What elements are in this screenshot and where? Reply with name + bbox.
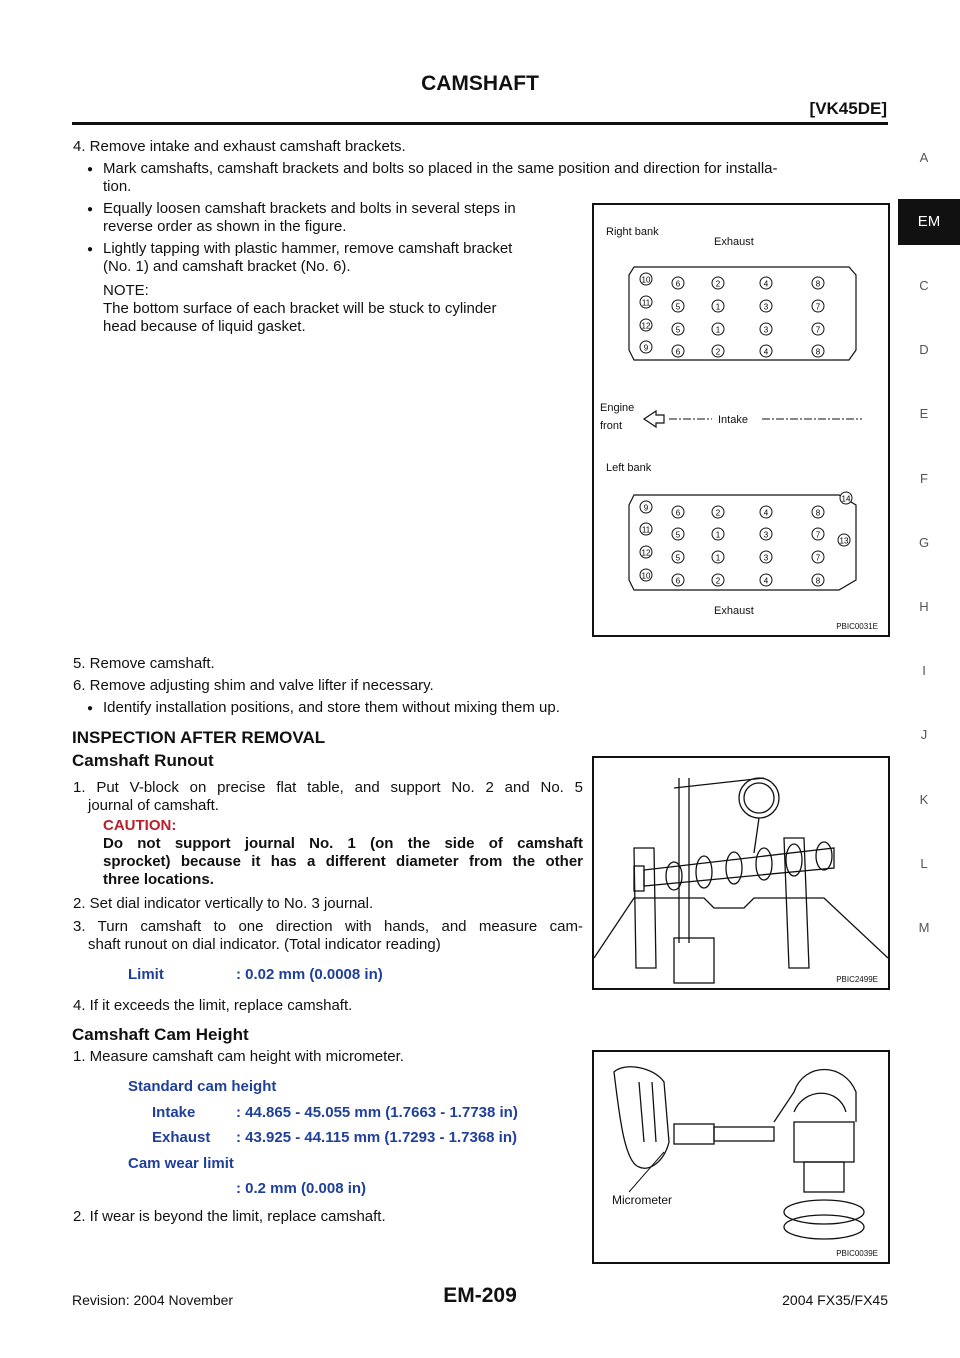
left-bank-bolt-number: 1 [715,553,721,563]
runout-heading: Camshaft Runout [72,751,214,770]
note-line-2: head because of liquid gasket. [103,318,306,335]
label-exhaust-top: Exhaust [714,236,754,248]
cam-height-step-1: 1. Measure camshaft cam height with micrometer. [73,1048,404,1065]
right-bank-bolt-number: 8 [815,347,821,357]
figure-code: PBIC2499E [836,975,878,984]
step-6: 6. Remove adjusting shim and valve lifter if necessary. [73,677,434,694]
page-number: EM-209 [443,1284,517,1307]
footer-model: 2004 FX35/FX45 [782,1292,888,1308]
left-bank-outer-bolt-number: 12 [641,548,651,558]
figure-code: PBIC0039E [836,1249,878,1258]
camshaft-flange [784,1200,864,1224]
left-bank-bolt-number: 7 [815,553,821,563]
cam-height-heading: Camshaft Cam Height [72,1025,249,1044]
left-bank-bolt-number: 1 [715,530,721,540]
side-letter-m[interactable]: M [918,920,930,935]
intake-value: : 44.865 - 45.055 mm (1.7663 - 1.7738 in) [236,1104,518,1121]
runout-step-1-cont: journal of camshaft. [88,797,219,814]
side-letter-j[interactable]: J [920,727,928,742]
footer-revision: Revision: 2004 November [72,1292,234,1308]
left-bank-bolt-number: 6 [675,508,681,518]
cam-height-step-2: 2. If wear is beyond the limit, replace camshaft. [73,1208,386,1225]
right-bank-outer-bolt-number: 12 [641,321,651,331]
intake-label: Intake [152,1104,196,1121]
bullet-mark: ● Mark camshafts, camshaft brackets and bolts so placed in the same position and direction for installa- [103,160,778,178]
runout-step-2: 2. Set dial indicator vertically to No. 3 journal. [73,895,374,912]
runout-step-4: 4. If it exceeds the limit, replace camshaft. [73,997,353,1014]
micrometer-illustration [594,1052,888,1262]
right-bank-bolt-number: 8 [815,279,821,289]
left-bank-bolt-number: 7 [815,530,821,540]
step-4: 4. Remove intake and exhaust camshaft brackets. [73,138,406,155]
page-title: CAMSHAFT [421,72,539,95]
left-bank-outer-bolt-number: 10 [641,571,651,581]
bullet-loosen-cont: reverse order as shown in the figure. [103,218,347,235]
side-tab-em[interactable]: EM [898,199,960,245]
right-bank-bolt-number: 5 [675,302,681,312]
right-bank-bolt-number: 1 [715,302,721,312]
wear-limit-value: : 0.2 mm (0.008 in) [236,1180,367,1197]
runout-step-3-cont: shaft runout on dial indicator. (Total indicator reading) [88,936,441,953]
front-arrow-icon [644,411,664,427]
bullet-identify: ● Identify installation positions, and store them without mixing them up. [103,699,560,717]
bullet-mark-cont: tion. [103,178,132,195]
side-letter-g[interactable]: G [918,535,930,550]
left-bank-outer-bolt-number: 13 [839,536,849,546]
camshaft-end [634,866,644,891]
left-bank-bolt-number: 2 [715,508,721,518]
left-bank-bolt-number: 4 [763,576,769,586]
side-letter-f[interactable]: F [920,471,928,486]
label-right-bank: Right bank [606,226,659,238]
note-line-1: The bottom surface of each bracket will be stuck to cylinder [103,300,497,317]
figure-runout [592,756,890,990]
right-bank-bolt-number: 2 [715,347,721,357]
side-letter-l[interactable]: L [920,856,928,871]
micrometer-frame [774,1070,856,1123]
left-bank-outer-bolt-number: 11 [641,525,651,535]
figure-bracket-order [592,203,890,637]
right-bank-outer-bolt-number: 11 [641,298,651,308]
side-letter-h[interactable]: H [919,599,929,614]
right-bank-bolt-number: 5 [675,325,681,335]
right-bank-bolt-number: 3 [763,325,769,335]
bullet-tap: ● Lightly tapping with plastic hammer, remove camshaft bracket [103,240,512,258]
bracket-diagram [594,205,888,635]
side-letter-k[interactable]: K [919,792,929,807]
label-front: front [600,420,623,432]
exhaust-value: : 43.925 - 44.115 mm (1.7293 - 1.7368 in) [236,1129,518,1146]
standard-label: Standard cam height [128,1078,277,1095]
runout-illustration [594,758,888,988]
engine-model: [VK45DE] [809,99,887,118]
micrometer-leader [629,1152,664,1192]
right-bank-bolt-number: 4 [763,347,769,357]
right-bank-bolt-number: 7 [815,302,821,312]
caution-line-1: Do not support journal No. 1 (on the side of camshaft [103,835,583,852]
bullet-loosen: ● Equally loosen camshaft brackets and bolts in several steps in [103,200,516,218]
limit-value: : 0.02 mm (0.0008 in) [236,966,383,983]
left-bank-bolt-number: 8 [815,576,821,586]
side-letter-d[interactable]: D [919,342,929,357]
left-bank-bolt-number: 5 [675,553,681,563]
left-bank-outer-bolt-number: 14 [841,494,851,504]
bullet-tap-cont: (No. 1) and camshaft bracket (No. 6). [103,258,351,275]
caution-line-3: three locations. [103,871,214,888]
wear-limit-label: Cam wear limit [128,1155,234,1172]
right-bank-outer-bolt-number: 9 [643,343,649,353]
bracket-bolts [640,273,852,586]
right-bank-bolt-number: 7 [815,325,821,335]
label-exhaust-bottom: Exhaust [714,605,754,617]
label-engine: Engine [600,402,635,414]
label-intake: Intake [718,414,748,426]
right-bank-bolt-number: 4 [763,279,769,289]
runout-step-3: 3. Turn camshaft to one direction with hands, and measure cam- [73,918,583,935]
right-bank-bolt-number: 6 [675,347,681,357]
table-surface [594,898,888,958]
side-letter-c[interactable]: C [919,278,929,293]
v-block-right [784,838,809,968]
dial-indicator-icon [739,778,779,818]
left-bank-bolt-number: 2 [715,576,721,586]
step-5: 5. Remove camshaft. [73,655,215,672]
left-bank-outer-bolt-number: 9 [643,503,649,513]
right-bank-bolt-number: 2 [715,279,721,289]
figure-code: PBIC0031E [836,622,878,631]
limit-label: Limit [128,966,164,983]
left-bank-bolt-number: 5 [675,530,681,540]
left-bank-bolt-number: 3 [763,553,769,563]
note-label: NOTE: [103,282,149,299]
right-bank-outer-bolt-number: 10 [641,275,651,285]
stand-base [674,938,714,983]
cam-lobe [794,1122,854,1162]
side-letter-i[interactable]: I [922,663,926,678]
micrometer-sleeve [714,1127,774,1141]
side-letter-e[interactable]: E [919,406,929,421]
right-bank-bolt-number: 6 [675,279,681,289]
micrometer-label: Micrometer [612,1193,673,1207]
left-bank-bolt-number: 8 [815,508,821,518]
figure-micrometer [592,1050,890,1264]
micrometer-thimble [674,1124,714,1144]
inspection-heading: INSPECTION AFTER REMOVAL [72,728,326,747]
caution-label: CAUTION: [103,817,177,834]
exhaust-label: Exhaust [152,1129,211,1146]
left-bank-bolt-number: 4 [763,508,769,518]
caution-line-2: sprocket) because it has a different diameter from the other [103,853,583,870]
label-left-bank: Left bank [606,462,652,474]
left-bank-bolt-number: 3 [763,530,769,540]
header-rule [72,122,888,125]
right-bank-bolt-number: 1 [715,325,721,335]
runout-step-1: 1. Put V-block on precise flat table, and support No. 2 and No. 5 [73,779,583,796]
left-bank-bolt-number: 6 [675,576,681,586]
right-bank-bolt-number: 3 [763,302,769,312]
side-letter-a[interactable]: A [919,150,929,165]
